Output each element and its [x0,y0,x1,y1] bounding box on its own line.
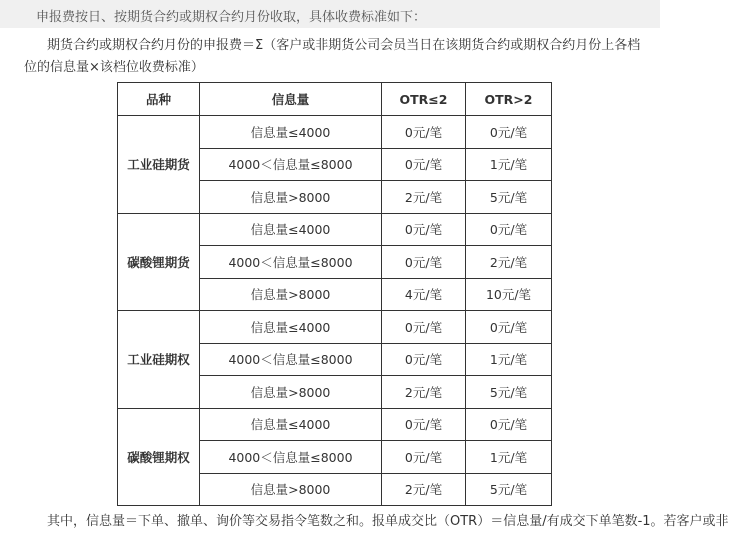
table-row [118,116,552,149]
fee-otr-high-cell: 0元/笔 [466,311,552,344]
fee-otr-low-cell: 2元/笔 [382,473,466,506]
volume-tier-cell: 信息量≤4000 [200,213,382,246]
fee-otr-low-cell: 2元/笔 [382,376,466,409]
fee-otr-low-cell: 0元/笔 [382,116,466,149]
volume-tier-cell: 信息量≤4000 [200,116,382,149]
table-header-row [118,83,552,116]
product-cell: 工业硅期权 [118,311,200,409]
fee-otr-low-cell: 0元/笔 [382,246,466,279]
fee-otr-high-cell: 0元/笔 [466,408,552,441]
fee-otr-low-cell: 2元/笔 [382,181,466,214]
header-product: 品种 [118,83,200,116]
volume-tier-cell: 4000＜信息量≤8000 [200,343,382,376]
formula-text: 期货合约或期权合约月份的申报费＝Σ（客户或非期货公司会员当日在该期货合约或期权合约月份上各档位的信息量×该档位收费标准） [24,38,641,75]
fee-otr-low-cell: 0元/笔 [382,311,466,344]
fee-otr-high-cell: 10元/笔 [466,278,552,311]
volume-tier-cell: 信息量>8000 [200,376,382,409]
intro-text: 申报费按日、按期货合约或期权合约月份收取，具体收费标准如下： [36,10,427,25]
product-cell: 碳酸锂期权 [118,408,200,506]
fee-otr-low-cell: 0元/笔 [382,213,466,246]
volume-tier-cell: 4000＜信息量≤8000 [200,246,382,279]
product-cell: 工业硅期货 [118,116,200,214]
volume-tier-cell: 信息量≤4000 [200,408,382,441]
product-cell: 碳酸锂期货 [118,213,200,311]
footer-text: 其中，信息量＝下单、撤单、询价等交易指令笔数之和。报单成交比（OTR）＝信息量/有成交下单笔数-1。若客户或非 [47,514,729,529]
fee-otr-high-cell: 1元/笔 [466,343,552,376]
volume-tier-cell: 4000＜信息量≤8000 [200,148,382,181]
header-otr-low: OTR≤2 [382,83,466,116]
fee-otr-high-cell: 5元/笔 [466,473,552,506]
table-row [118,311,552,344]
table-row [118,408,552,441]
volume-tier-cell: 信息量>8000 [200,181,382,214]
fee-otr-high-cell: 5元/笔 [466,181,552,214]
fee-otr-high-cell: 1元/笔 [466,148,552,181]
fee-otr-low-cell: 0元/笔 [382,408,466,441]
fee-otr-low-cell: 0元/笔 [382,441,466,474]
fee-table [117,82,552,506]
fee-otr-high-cell: 5元/笔 [466,376,552,409]
volume-tier-cell: 4000＜信息量≤8000 [200,441,382,474]
fee-otr-low-cell: 0元/笔 [382,343,466,376]
fee-otr-low-cell: 4元/笔 [382,278,466,311]
volume-tier-cell: 信息量>8000 [200,278,382,311]
fee-otr-high-cell: 0元/笔 [466,213,552,246]
table-row [118,213,552,246]
volume-tier-cell: 信息量≤4000 [200,311,382,344]
header-message-volume: 信息量 [200,83,382,116]
fee-otr-high-cell: 2元/笔 [466,246,552,279]
volume-tier-cell: 信息量>8000 [200,473,382,506]
header-otr-high: OTR>2 [466,83,552,116]
fee-otr-high-cell: 0元/笔 [466,116,552,149]
fee-otr-high-cell: 1元/笔 [466,441,552,474]
fee-otr-low-cell: 0元/笔 [382,148,466,181]
